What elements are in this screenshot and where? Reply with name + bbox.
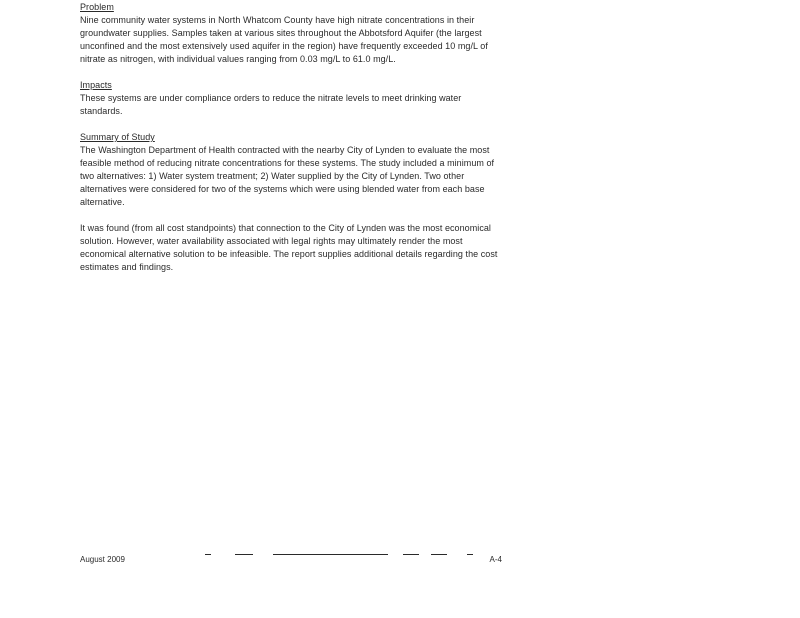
footer-divider <box>205 554 475 558</box>
footer-rule-segment <box>431 554 447 555</box>
footer-rule-segment <box>235 554 253 555</box>
section-heading: Impacts <box>80 80 112 90</box>
footer-rule-segment <box>205 554 211 555</box>
section-heading: Problem <box>80 2 114 12</box>
document-body <box>80 1 500 287</box>
page-footer <box>80 554 502 568</box>
footer-date: August 2009 <box>80 555 125 564</box>
footer-rule-segment <box>403 554 419 555</box>
section-paragraph: These systems are under compliance orders to reduce the nitrate levels to meet drinking water standards. <box>80 93 462 116</box>
section-paragraph: Nine community water systems in North Whatcom County have high nitrate concentrations in their groundwater supplies. Samples taken at various sites throughout the Abbotsford Aquifer (the largest unconfined and the most extensively used aquifer in the region) have frequently exceeded 10 mg/L of nitrate as nitrogen, with individual values ranging from 0.03 mg/L to 61.0 mg/L. <box>80 15 488 64</box>
footer-rule-segment <box>273 554 388 555</box>
footer-rule-segment <box>467 554 473 555</box>
section-paragraph: It was found (from all cost standpoints) that connection to the City of Lynden was the most economical solution. However, water availability associated with legal rights may ultimately render the most economical alternative solution to be infeasible. The report supplies additional details regarding the cost estimates and findings. <box>80 223 498 272</box>
section-impacts <box>80 79 500 118</box>
footer-page-number: A-4 <box>489 555 502 564</box>
section-heading: Summary of Study <box>80 132 155 142</box>
section-problem <box>80 1 500 66</box>
section-paragraph: The Washington Department of Health contracted with the nearby City of Lynden to evaluate the most feasible method of reducing nitrate concentrations for these systems. The study included a minimum of two alternatives: 1) Water system treatment; 2) Water supplied by the City of Lynden. Two other alternatives were considered for two of the systems which were using blended water from each base alternative. <box>80 145 495 207</box>
section-summary-of-study <box>80 131 500 274</box>
